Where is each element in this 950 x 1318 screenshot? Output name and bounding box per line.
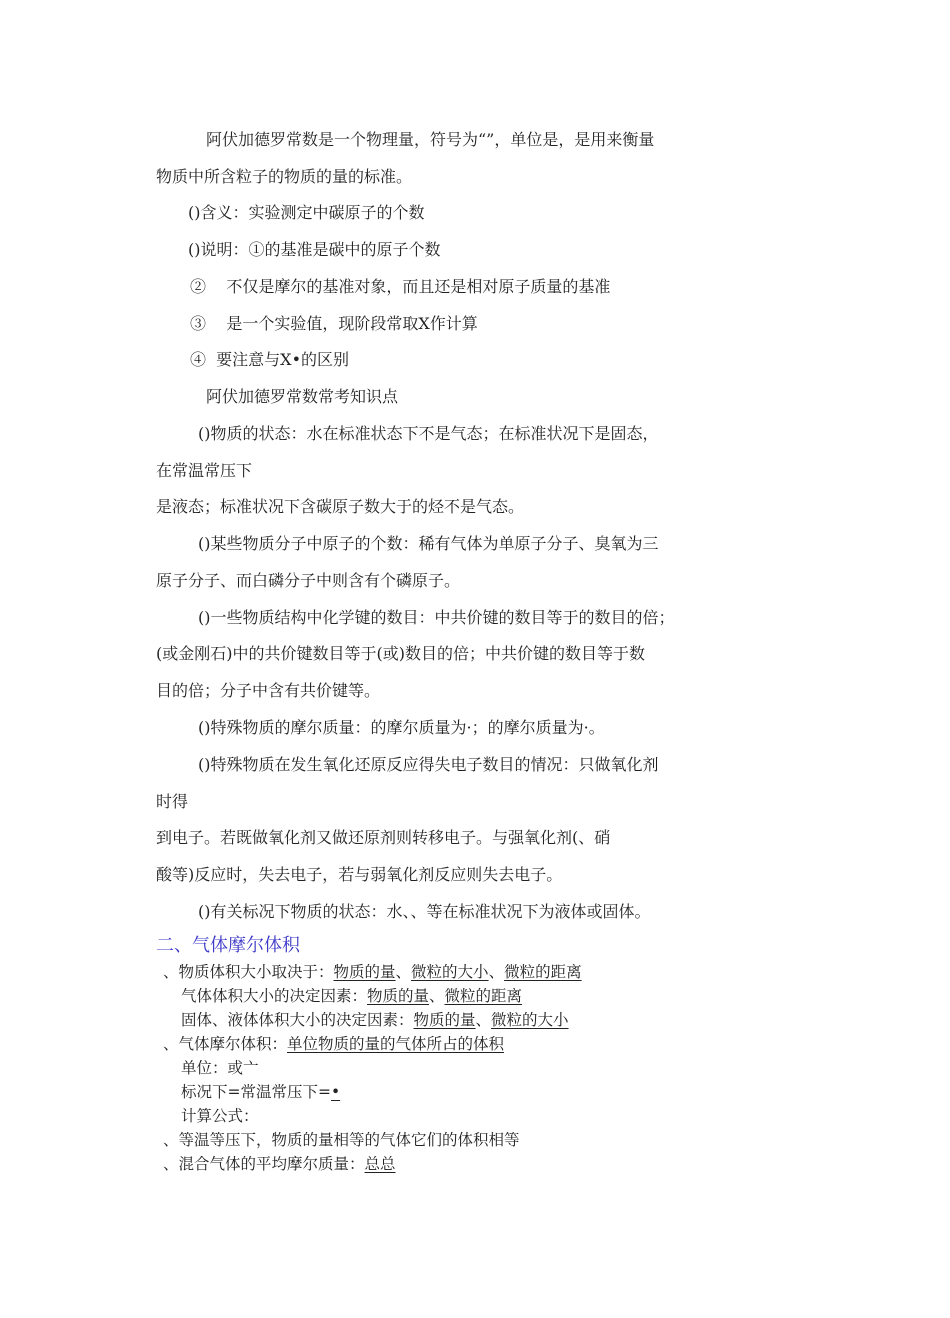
item-text: 固体、液体体积大小的决定因素： [181,1011,414,1029]
paragraph-line: 目的倍；分子中含有共价键等。 [156,681,381,700]
underlined-term: 微粒的大小 [411,963,489,981]
paragraph-line: ④ 要注意与X•的区别 [190,350,350,369]
underlined-term: 单位物质的量的气体所占的体积 [287,1035,505,1053]
paragraph-line: 在常温常压下 [156,461,253,480]
item-text: 气体体积大小的决定因素： [181,987,368,1005]
item-text: 标况下=常温常压下= [181,1083,331,1101]
paragraph-line: (或金刚石)中的共价键数目等于(或)数目的倍；中共价键的数目等于数 [156,644,645,663]
paragraph-line: 酸等)反应时，失去电子，若与弱氧化剂反应则失去电子。 [156,865,563,884]
list-item: 、等温等压下，物质的量相等的气体它们的体积相等 [163,1131,520,1149]
list-item [181,986,522,1006]
paragraph-line: ()说明：①的基准是碳中的原子个数 [188,240,441,259]
list-item [163,1034,504,1054]
paragraph-line: ()含义：实验测定中碳原子的个数 [188,203,425,222]
paragraph-line: 阿伏加德罗常数常考知识点 [206,387,399,406]
underlined-term: 物质的量 [413,1011,476,1029]
separator: 、 [395,963,412,981]
underlined-term: 物质的量 [367,987,430,1005]
separator: 、 [488,963,505,981]
item-text: 、物质体积大小取决于： [163,963,334,981]
list-item: 单位：或亠 [181,1059,259,1077]
paragraph-line: ()某些物质分子中原子的个数：稀有气体为单原子分子、臭氧为三 [198,534,659,553]
list-item: 计算公式： [181,1107,259,1125]
underlined-term: 物质的量 [333,963,396,981]
list-item [163,1154,396,1174]
section-heading: 二、气体摩尔体积 [156,935,300,956]
underlined-term: 微粒的大小 [491,1011,569,1029]
item-text: 、混合气体的平均摩尔质量： [163,1155,365,1173]
separator: 、 [429,987,445,1005]
paragraph-line: ② 不仅是摩尔的基准对象，而且还是相对原子质量的基准 [190,277,611,296]
paragraph-line: 时得 [156,792,189,811]
paragraph-line: ()一些物质结构中化学键的数目：中共价键的数目等于的数目的倍； [198,608,675,627]
separator: 、 [475,1011,492,1029]
paragraph-line: 到电子。若既做氧化剂又做还原剂则转移电子。与强氧化剂(、硝 [156,828,611,847]
paragraph-line: 原子分子、而白磷分子中则含有个磷原子。 [156,571,461,590]
underlined-term: 微粒的距离 [444,987,523,1005]
paragraph-line: 物质中所含粒子的物质的量的标准。 [156,167,413,186]
paragraph-line: ③ 是一个实验值，现阶段常取X作计算 [190,314,478,333]
list-item [181,1082,340,1102]
paragraph-line: ()特殊物质在发生氧化还原反应得失电子数目的情况：只做氧化剂 [198,755,659,774]
paragraph-line: 是液态；标准状况下含碳原子数大于的烃不是气态。 [156,497,525,516]
paragraph-line: ()特殊物质的摩尔质量：的摩尔质量为·；的摩尔质量为·。 [198,718,605,737]
underlined-term: 微粒的距离 [504,963,582,981]
paragraph-line: ()有关标况下物质的状态：水、、等在标准状况下为液体或固体。 [198,902,651,921]
paragraph-line: ()物质的状态：水在标准状态下不是气态；在标准状况下是固态， [198,424,659,443]
underlined-term: • [330,1083,341,1101]
list-item [181,1010,569,1030]
paragraph-line: 阿伏加德罗常数是一个物理量，符号为“”，单位是，是用来衡量 [206,130,655,149]
underlined-term: 总总 [364,1155,396,1173]
item-text: 、气体摩尔体积： [163,1035,288,1053]
list-item [163,962,582,982]
